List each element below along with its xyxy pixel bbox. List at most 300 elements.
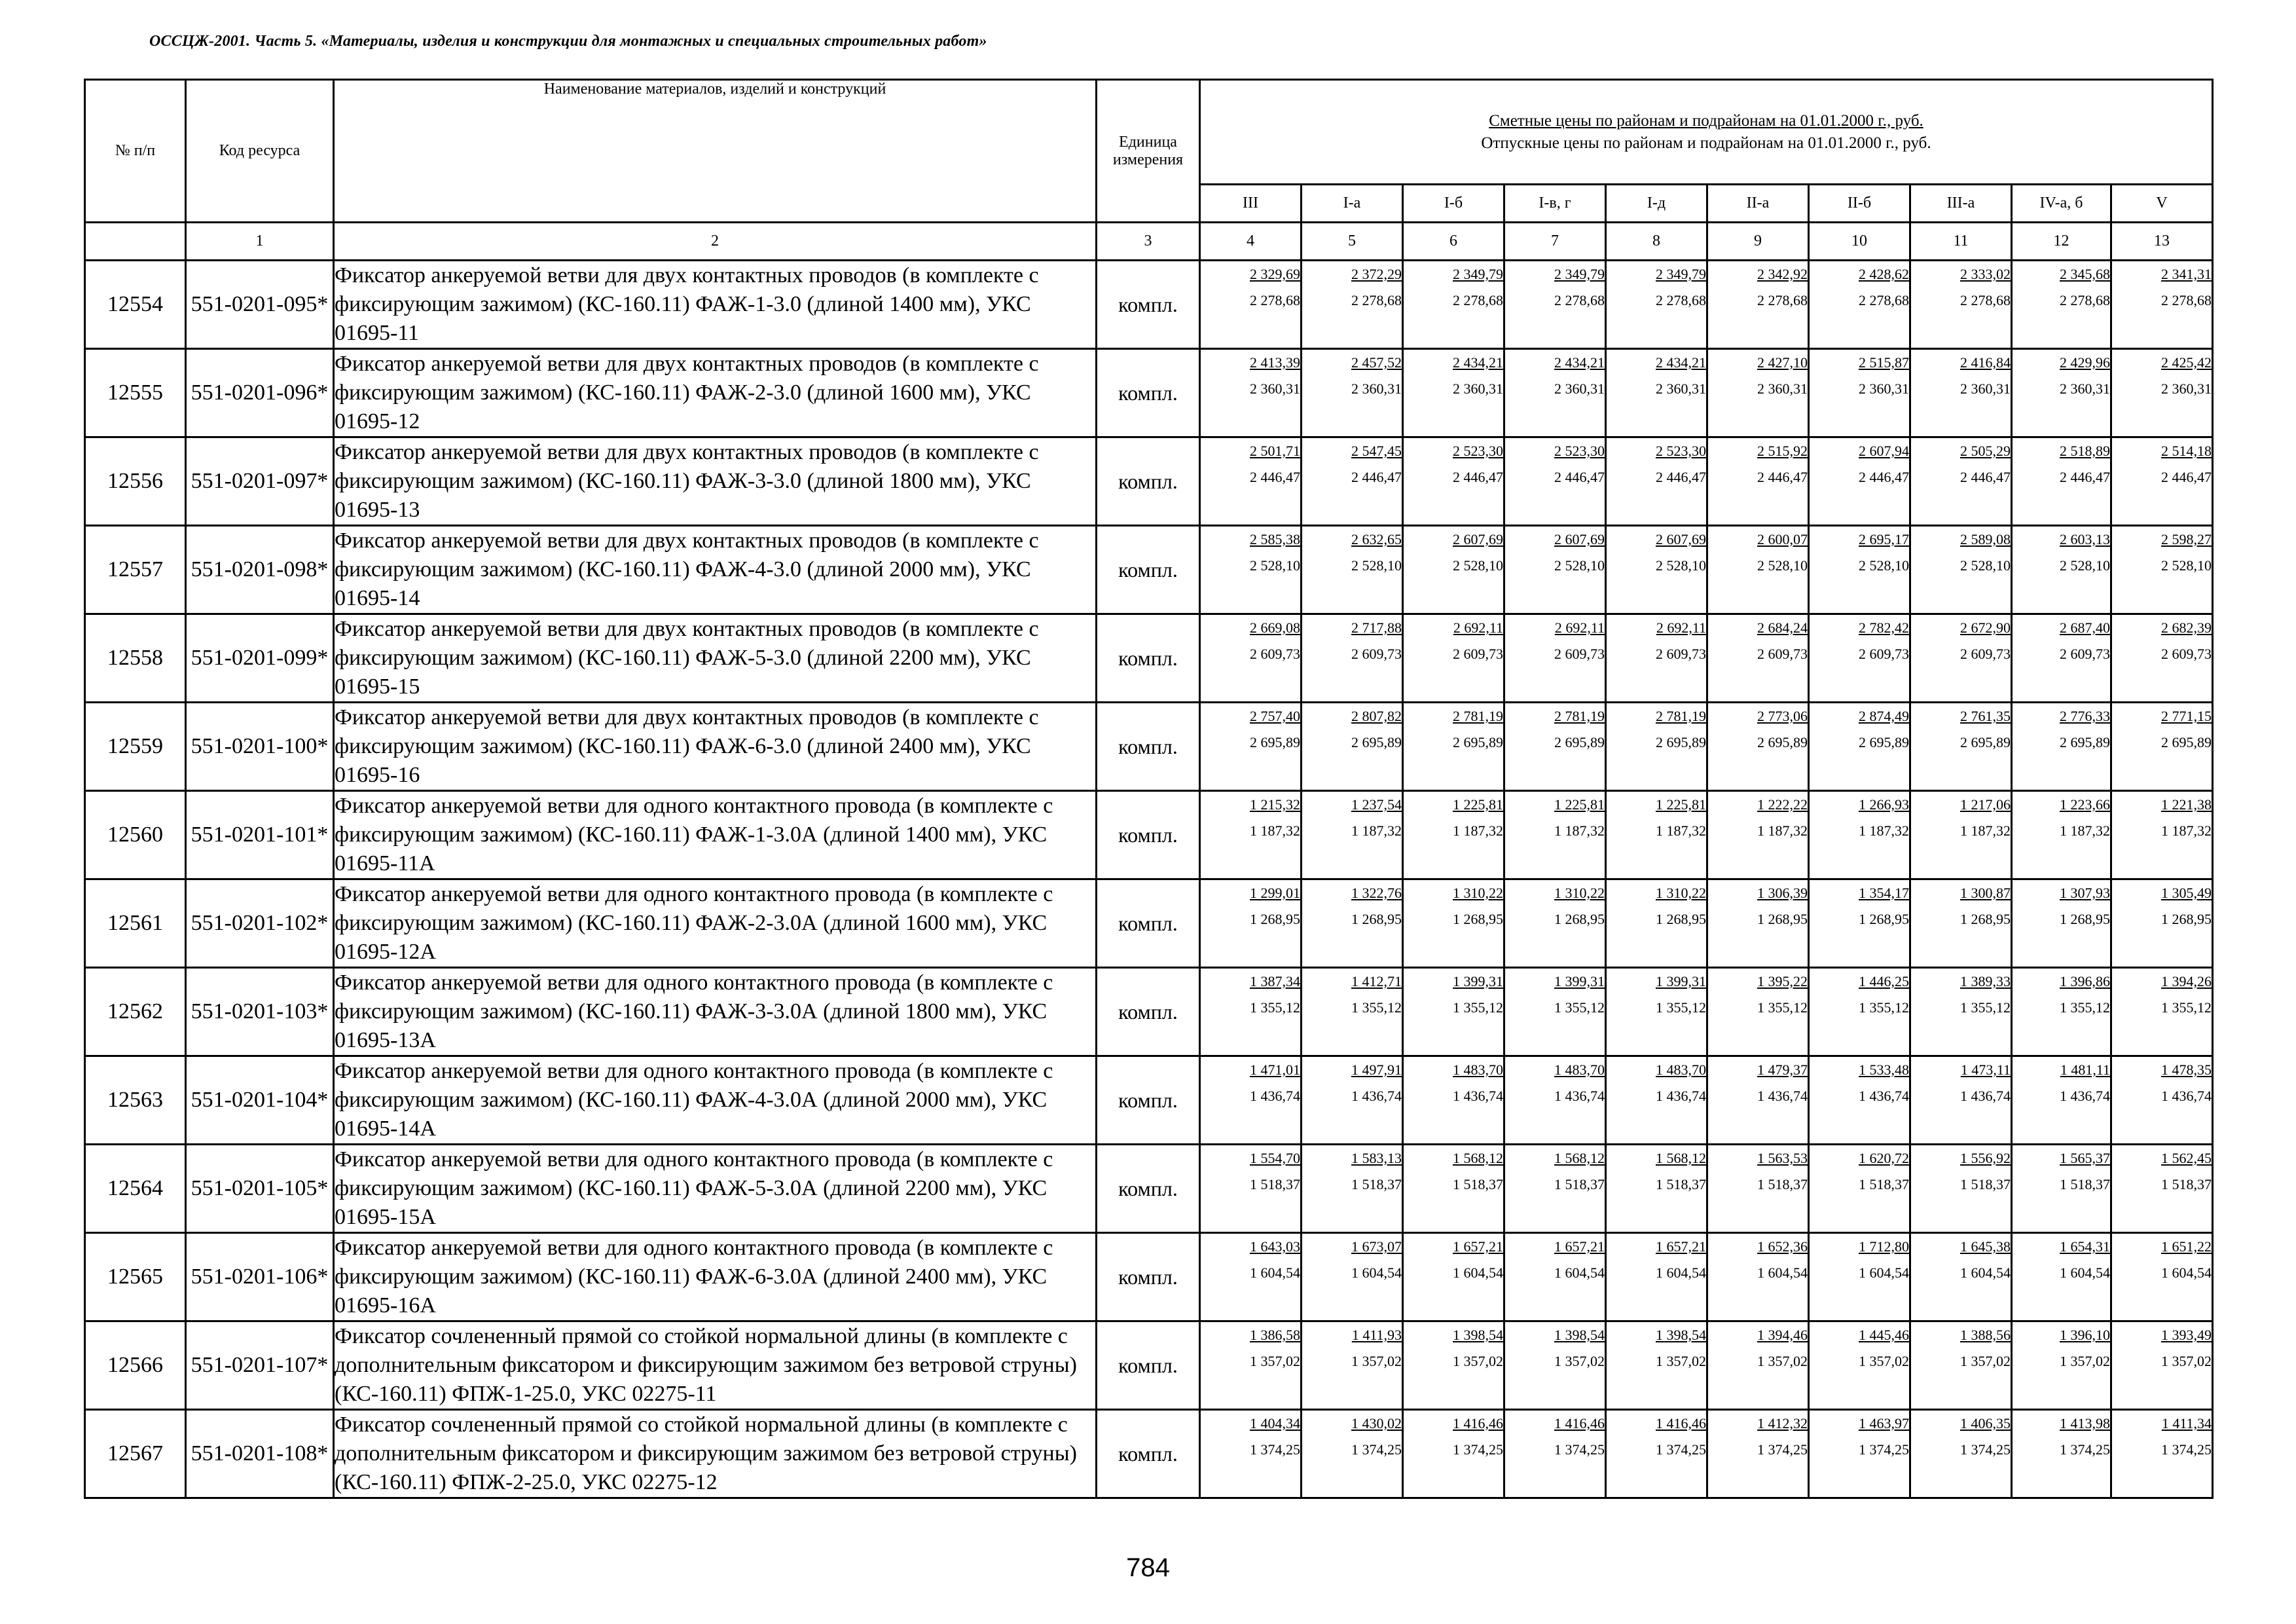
- release-price: 1 268,95: [2060, 911, 2110, 927]
- price-cell: [1910, 349, 2012, 437]
- estimated-price: 1 554,70: [1250, 1150, 1300, 1166]
- unit: компл.: [1097, 1321, 1200, 1410]
- table-row: [85, 261, 2213, 349]
- resource-code: 551-0201-106*: [186, 1233, 334, 1321]
- price-cell: [1606, 1233, 1707, 1321]
- price-cell: [1302, 437, 1403, 526]
- price-cell: [1403, 879, 1504, 968]
- estimated-price: 1 562,45: [2161, 1150, 2212, 1166]
- resource-code: 551-0201-097*: [186, 437, 334, 526]
- release-price: 1 355,12: [1656, 999, 1706, 1016]
- price-cell: [2012, 879, 2111, 968]
- release-price: 2 528,10: [1757, 557, 1808, 574]
- column-number: 4: [1200, 223, 1302, 261]
- estimated-price: 2 669,08: [1250, 619, 1300, 636]
- unit: компл.: [1097, 437, 1200, 526]
- estimated-price: 2 692,11: [1656, 619, 1706, 636]
- zone-header: III-а: [1910, 185, 2012, 223]
- release-price: 1 436,74: [1757, 1088, 1808, 1104]
- release-price: 1 374,25: [1554, 1441, 1605, 1458]
- estimated-price: 1 413,98: [2060, 1415, 2110, 1431]
- estimated-price: 1 497,91: [1351, 1061, 1402, 1078]
- estimated-price: 2 505,29: [1960, 443, 2011, 459]
- resource-code: 551-0201-101*: [186, 791, 334, 879]
- estimated-price: 1 652,36: [1757, 1238, 1808, 1255]
- release-price: 2 360,31: [1351, 380, 1402, 397]
- unit: компл.: [1097, 1145, 1200, 1233]
- release-price: 2 446,47: [1250, 469, 1300, 485]
- release-price: 2 695,89: [1859, 734, 1909, 750]
- release-price: 1 357,02: [1656, 1353, 1706, 1369]
- price-cell: [1606, 349, 1707, 437]
- estimated-price: 2 329,69: [1250, 266, 1300, 282]
- price-cell: [1606, 1321, 1707, 1410]
- release-price: 2 609,73: [1960, 646, 2011, 662]
- release-price: 1 187,32: [1656, 822, 1706, 839]
- release-price: 1 436,74: [1960, 1088, 2011, 1104]
- price-cell: [2012, 1410, 2111, 1498]
- price-cell: [1809, 879, 1910, 968]
- release-price: 2 278,68: [2161, 292, 2212, 308]
- estimated-price: 1 225,81: [1656, 796, 1706, 813]
- release-price: 1 187,32: [1250, 822, 1300, 839]
- zone-header: I-б: [1403, 185, 1504, 223]
- estimated-price: 1 620,72: [1859, 1150, 1909, 1166]
- release-price: 2 278,68: [1554, 292, 1605, 308]
- price-cell: [2111, 879, 2213, 968]
- price-cell: [1200, 261, 1302, 349]
- release-price: 1 374,25: [1960, 1441, 2011, 1458]
- estimated-price: 1 411,34: [2161, 1415, 2212, 1431]
- estimated-price: 2 781,19: [1453, 708, 1503, 724]
- table-row: [85, 879, 2213, 968]
- estimated-price: 2 372,29: [1351, 266, 1402, 282]
- release-price: 1 436,74: [1554, 1088, 1605, 1104]
- price-cell: [1504, 349, 1606, 437]
- resource-code: 551-0201-107*: [186, 1321, 334, 1410]
- price-cell: [1809, 261, 1910, 349]
- estimated-price: 1 568,12: [1554, 1150, 1605, 1166]
- price-cell: [1302, 1145, 1403, 1233]
- estimated-price: 1 394,46: [1757, 1327, 1808, 1343]
- row-number: 12564: [85, 1145, 186, 1233]
- estimated-price: 2 874,49: [1859, 708, 1909, 724]
- release-price: 1 436,74: [1351, 1088, 1402, 1104]
- price-cell: [1302, 968, 1403, 1056]
- price-cell: [1707, 437, 1809, 526]
- estimated-price: 1 406,35: [1960, 1415, 2011, 1431]
- unit: компл.: [1097, 703, 1200, 791]
- release-price: 1 436,74: [1250, 1088, 1300, 1104]
- release-price: 1 268,95: [1453, 911, 1503, 927]
- column-number-blank: [85, 223, 186, 261]
- release-price: 1 436,74: [2060, 1088, 2110, 1104]
- estimated-price: 2 607,69: [1554, 531, 1605, 547]
- estimated-price: 1 225,81: [1453, 796, 1503, 813]
- price-cell: [1809, 968, 1910, 1056]
- price-cell: [1707, 1233, 1809, 1321]
- estimated-price: 1 398,54: [1554, 1327, 1605, 1343]
- estimated-price: 2 341,31: [2161, 266, 2212, 282]
- running-header: ОССЦЖ-2001. Часть 5. «Материалы, изделия и конструкции для монтажных и специальных строительных работ»: [149, 33, 987, 50]
- estimated-price: 1 310,22: [1656, 885, 1706, 901]
- price-cell: [2111, 1321, 2213, 1410]
- release-price: 1 518,37: [1554, 1176, 1605, 1192]
- col-header-code: Код ресурса: [186, 80, 334, 223]
- price-cell: [1302, 1410, 1403, 1498]
- estimated-price: 1 568,12: [1453, 1150, 1503, 1166]
- estimated-price: 1 657,21: [1554, 1238, 1605, 1255]
- estimated-price: 2 672,90: [1960, 619, 2011, 636]
- table-row: [85, 526, 2213, 614]
- material-name: Фиксатор анкеруемой ветви для двух контактных проводов (в комплекте с фиксирующим зажимом) (КС-160.11) ФАЖ-5-3.0 (длиной 2200 мм), УКС 01695-15: [334, 614, 1097, 703]
- estimated-price: 1 399,31: [1656, 973, 1706, 989]
- price-cell: [1403, 1145, 1504, 1233]
- price-cell: [1504, 1410, 1606, 1498]
- release-price: 1 357,02: [2060, 1353, 2110, 1369]
- release-price: 1 518,37: [2161, 1176, 2212, 1192]
- release-price: 1 355,12: [1859, 999, 1909, 1016]
- price-cell: [1403, 1056, 1504, 1145]
- estimated-price: 1 479,37: [1757, 1061, 1808, 1078]
- price-cell: [1809, 1145, 1910, 1233]
- estimated-price: 2 349,79: [1656, 266, 1706, 282]
- estimated-price: 2 717,88: [1351, 619, 1402, 636]
- material-name: Фиксатор анкеруемой ветви для одного контактного провода (в комплекте с фиксирующим зажимом) (КС-160.11) ФАЖ-1-3.0А (длиной 1400 мм), УКС 01695-11А: [334, 791, 1097, 879]
- estimated-price: 1 712,80: [1859, 1238, 1909, 1255]
- unit: компл.: [1097, 261, 1200, 349]
- release-price: 1 518,37: [1250, 1176, 1300, 1192]
- price-cell: [1910, 703, 2012, 791]
- release-price: 1 436,74: [1656, 1088, 1706, 1104]
- estimated-price: 2 515,92: [1757, 443, 1808, 459]
- price-cell: [1200, 349, 1302, 437]
- release-price: 1 268,95: [1960, 911, 2011, 927]
- release-price: 2 609,73: [1453, 646, 1503, 662]
- price-cell: [1403, 1410, 1504, 1498]
- price-cell: [1606, 526, 1707, 614]
- zone-header: II-б: [1809, 185, 1910, 223]
- release-price: 2 695,89: [1453, 734, 1503, 750]
- release-price: 1 355,12: [1960, 999, 2011, 1016]
- release-price: 1 374,25: [1351, 1441, 1402, 1458]
- price-cell: [1606, 879, 1707, 968]
- row-number: 12555: [85, 349, 186, 437]
- resource-code: 551-0201-099*: [186, 614, 334, 703]
- price-cell: [1910, 879, 2012, 968]
- price-cell: [1910, 526, 2012, 614]
- release-price: 1 357,02: [1453, 1353, 1503, 1369]
- estimated-price: 2 547,45: [1351, 443, 1402, 459]
- release-price: 2 609,73: [1554, 646, 1605, 662]
- material-name: Фиксатор анкеруемой ветви для двух контактных проводов (в комплекте с фиксирующим зажимом) (КС-160.11) ФАЖ-6-3.0 (длиной 2400 мм), УКС 01695-16: [334, 703, 1097, 791]
- release-price: 2 528,10: [2161, 557, 2212, 574]
- estimated-price: 2 589,08: [1960, 531, 2011, 547]
- price-cell: [1200, 791, 1302, 879]
- price-cell: [2012, 968, 2111, 1056]
- estimated-price: 1 463,97: [1859, 1415, 1909, 1431]
- estimated-price: 1 396,86: [2060, 973, 2110, 989]
- estimated-price: 2 523,30: [1453, 443, 1503, 459]
- estimated-price: 1 398,54: [1453, 1327, 1503, 1343]
- price-cell: [1302, 1321, 1403, 1410]
- estimated-price: 2 429,96: [2060, 354, 2110, 371]
- resource-code: 551-0201-098*: [186, 526, 334, 614]
- material-name: Фиксатор анкеруемой ветви для одного контактного провода (в комплекте с фиксирующим зажимом) (КС-160.11) ФАЖ-6-3.0А (длиной 2400 мм), УКС 01695-16А: [334, 1233, 1097, 1321]
- table-row: [85, 1321, 2213, 1410]
- price-cell: [1403, 614, 1504, 703]
- estimated-price: 2 807,82: [1351, 708, 1402, 724]
- price-cell: [2012, 437, 2111, 526]
- release-price: 1 518,37: [1960, 1176, 2011, 1192]
- release-price: 1 187,32: [1554, 822, 1605, 839]
- price-cell: [2111, 1410, 2213, 1498]
- price-cell: [1606, 1145, 1707, 1233]
- release-price: 1 518,37: [1656, 1176, 1706, 1192]
- release-price: 1 268,95: [1250, 911, 1300, 927]
- price-cell: [1403, 791, 1504, 879]
- price-cell: [1403, 1321, 1504, 1410]
- release-price: 2 528,10: [2060, 557, 2110, 574]
- release-price: 2 278,68: [2060, 292, 2110, 308]
- price-cell: [1809, 703, 1910, 791]
- release-price: 1 604,54: [1554, 1264, 1605, 1281]
- price-cell: [1403, 349, 1504, 437]
- estimated-price: 1 483,70: [1554, 1061, 1605, 1078]
- estimated-price: 1 299,01: [1250, 885, 1300, 901]
- price-cell: [1302, 261, 1403, 349]
- price-cell: [2012, 791, 2111, 879]
- estimated-price: 2 434,21: [1453, 354, 1503, 371]
- price-cell: [1606, 1410, 1707, 1498]
- release-price: 1 518,37: [1351, 1176, 1402, 1192]
- estimated-price: 2 598,27: [2161, 531, 2212, 547]
- estimated-price: 1 430,02: [1351, 1415, 1402, 1431]
- price-cell: [2111, 437, 2213, 526]
- col-header-unit: Единица измерения: [1097, 80, 1200, 223]
- price-cell: [1200, 1321, 1302, 1410]
- estimated-price: 1 215,32: [1250, 796, 1300, 813]
- estimated-price: 1 481,11: [2060, 1061, 2110, 1078]
- table-row: [85, 968, 2213, 1056]
- release-price: 1 357,02: [2161, 1353, 2212, 1369]
- release-price: 1 518,37: [2060, 1176, 2110, 1192]
- price-cell: [1403, 437, 1504, 526]
- material-name: Фиксатор анкеруемой ветви для одного контактного провода (в комплекте с фиксирующим зажимом) (КС-160.11) ФАЖ-4-3.0А (длиной 2000 мм), УКС 01695-14А: [334, 1056, 1097, 1145]
- unit: компл.: [1097, 791, 1200, 879]
- column-number: 11: [1910, 223, 2012, 261]
- estimated-price: 2 600,07: [1757, 531, 1808, 547]
- material-name: Фиксатор анкеруемой ветви для одного контактного провода (в комплекте с фиксирующим зажимом) (КС-160.11) ФАЖ-3-3.0А (длиной 1800 мм), УКС 01695-13А: [334, 968, 1097, 1056]
- price-cell: [1707, 1410, 1809, 1498]
- price-cell: [1910, 1321, 2012, 1410]
- table-header: [85, 80, 2213, 261]
- estimated-price: 1 473,11: [1960, 1061, 2011, 1078]
- release-price: 2 360,31: [1859, 380, 1909, 397]
- release-price: 2 609,73: [1859, 646, 1909, 662]
- price-cell: [2111, 1233, 2213, 1321]
- zone-header: I-в, г: [1504, 185, 1606, 223]
- release-price: 2 609,73: [1351, 646, 1402, 662]
- price-cell: [1910, 1233, 2012, 1321]
- zone-header: II-а: [1707, 185, 1809, 223]
- column-number: 5: [1302, 223, 1403, 261]
- estimated-price: 1 654,31: [2060, 1238, 2110, 1255]
- estimated-price: 1 237,54: [1351, 796, 1402, 813]
- release-price: 2 446,47: [1757, 469, 1808, 485]
- price-cell: [1707, 1145, 1809, 1233]
- row-number: 12557: [85, 526, 186, 614]
- column-number: 3: [1097, 223, 1200, 261]
- estimated-price: 1 412,32: [1757, 1415, 1808, 1431]
- release-price: 1 518,37: [1453, 1176, 1503, 1192]
- release-price: 1 268,95: [2161, 911, 2212, 927]
- release-price: 1 604,54: [1859, 1264, 1909, 1281]
- material-name: Фиксатор анкеруемой ветви для двух контактных проводов (в комплекте с фиксирующим зажимом) (КС-160.11) ФАЖ-2-3.0 (длиной 1600 мм), УКС 01695-12: [334, 349, 1097, 437]
- estimated-price: 2 682,39: [2161, 619, 2212, 636]
- estimated-price: 2 427,10: [1757, 354, 1808, 371]
- price-cell: [1403, 1233, 1504, 1321]
- price-cell: [1403, 703, 1504, 791]
- price-cell: [1910, 614, 2012, 703]
- price-cell: [1200, 1056, 1302, 1145]
- price-cell: [1707, 261, 1809, 349]
- price-cell: [1504, 614, 1606, 703]
- estimated-price: 2 501,71: [1250, 443, 1300, 459]
- table-row: [85, 1056, 2213, 1145]
- price-cell: [1707, 1056, 1809, 1145]
- estimated-price: 2 692,11: [1554, 619, 1605, 636]
- release-price: 1 355,12: [1757, 999, 1808, 1016]
- page-number: 784: [1126, 1553, 1170, 1582]
- release-price: 2 609,73: [1656, 646, 1706, 662]
- table-body: [85, 261, 2213, 1498]
- zone-header: III: [1200, 185, 1302, 223]
- price-cell: [1809, 1056, 1910, 1145]
- estimated-price: 2 434,21: [1554, 354, 1605, 371]
- estimated-price: 2 523,30: [1554, 443, 1605, 459]
- material-name: Фиксатор анкеруемой ветви для двух контактных проводов (в комплекте с фиксирующим зажимом) (КС-160.11) ФАЖ-1-3.0 (длиной 1400 мм), УКС 01695-11: [334, 261, 1097, 349]
- price-cell: [1809, 437, 1910, 526]
- price-cell: [2012, 349, 2111, 437]
- material-name: Фиксатор анкеруемой ветви для двух контактных проводов (в комплекте с фиксирующим зажимом) (КС-160.11) ФАЖ-3-3.0 (длиной 1800 мм), УКС 01695-13: [334, 437, 1097, 526]
- release-price: 2 360,31: [2161, 380, 2212, 397]
- estimated-price: 1 396,10: [2060, 1327, 2110, 1343]
- estimated-price: 2 413,39: [1250, 354, 1300, 371]
- unit: компл.: [1097, 349, 1200, 437]
- row-number: 12556: [85, 437, 186, 526]
- release-price: 2 528,10: [1960, 557, 2011, 574]
- release-price: 1 187,32: [1453, 822, 1503, 839]
- estimated-price: 1 310,22: [1554, 885, 1605, 901]
- price-cell: [2012, 1145, 2111, 1233]
- price-cell: [1504, 437, 1606, 526]
- estimated-price: 1 643,03: [1250, 1238, 1300, 1255]
- column-number-row: [85, 223, 2213, 261]
- price-cell: [1707, 1321, 1809, 1410]
- price-cell: [1302, 1233, 1403, 1321]
- price-cell: [1302, 614, 1403, 703]
- material-name: Фиксатор анкеруемой ветви для двух контактных проводов (в комплекте с фиксирующим зажимом) (КС-160.11) ФАЖ-4-3.0 (длиной 2000 мм), УКС 01695-14: [334, 526, 1097, 614]
- price-cell: [1707, 879, 1809, 968]
- unit: компл.: [1097, 614, 1200, 703]
- estimated-price: 2 771,15: [2161, 708, 2212, 724]
- material-name: Фиксатор сочлененный прямой со стойкой нормальной длины (в комплекте с дополнительным фиксатором и фиксирующим зажимом без ветровой струны) (КС-160.11) ФПЖ-1-25.0, УКС 02275-11: [334, 1321, 1097, 1410]
- price-cell: [2012, 1056, 2111, 1145]
- release-price: 2 609,73: [1250, 646, 1300, 662]
- price-cell: [2111, 1056, 2213, 1145]
- unit: компл.: [1097, 1233, 1200, 1321]
- estimated-price: 1 305,49: [2161, 885, 2212, 901]
- release-price: 1 355,12: [1554, 999, 1605, 1016]
- unit: компл.: [1097, 1410, 1200, 1498]
- price-cell: [1910, 1145, 2012, 1233]
- release-price: 2 360,31: [1250, 380, 1300, 397]
- row-number: 12565: [85, 1233, 186, 1321]
- release-price: 1 187,32: [2161, 822, 2212, 839]
- table-row: [85, 1145, 2213, 1233]
- prices-estimated-label: Сметные цены по районам и подрайонам на 01.01.2000 г., руб.: [1489, 111, 1923, 130]
- release-price: 1 604,54: [1960, 1264, 2011, 1281]
- release-price: 2 278,68: [1656, 292, 1706, 308]
- row-number: 12563: [85, 1056, 186, 1145]
- estimated-price: 1 306,39: [1757, 885, 1808, 901]
- release-price: 1 187,32: [1960, 822, 2011, 839]
- estimated-price: 1 533,48: [1859, 1061, 1909, 1078]
- estimated-price: 1 225,81: [1554, 796, 1605, 813]
- price-cell: [2111, 1145, 2213, 1233]
- price-cell: [1504, 791, 1606, 879]
- release-price: 2 528,10: [1453, 557, 1503, 574]
- col-header-prices: [1200, 80, 2213, 185]
- prices-release-label: Отпускные цены по районам и подрайонам на 01.01.2000 г., руб.: [1481, 134, 1931, 152]
- release-price: 1 355,12: [1250, 999, 1300, 1016]
- estimated-price: 2 585,38: [1250, 531, 1300, 547]
- price-cell: [1403, 261, 1504, 349]
- column-number: 9: [1707, 223, 1809, 261]
- estimated-price: 1 395,22: [1757, 973, 1808, 989]
- release-price: 1 518,37: [1757, 1176, 1808, 1192]
- release-price: 1 268,95: [1351, 911, 1402, 927]
- zone-header: I-д: [1606, 185, 1707, 223]
- resource-code: 551-0201-105*: [186, 1145, 334, 1233]
- release-price: 2 360,31: [1453, 380, 1503, 397]
- estimated-price: 1 221,38: [2161, 796, 2212, 813]
- price-cell: [1606, 968, 1707, 1056]
- row-number: 12558: [85, 614, 186, 703]
- estimated-price: 1 483,70: [1656, 1061, 1706, 1078]
- resource-code: 551-0201-096*: [186, 349, 334, 437]
- price-cell: [1200, 1145, 1302, 1233]
- estimated-price: 1 411,93: [1351, 1327, 1402, 1343]
- zone-header: IV-а, б: [2012, 185, 2111, 223]
- price-cell: [1504, 261, 1606, 349]
- release-price: 2 695,89: [1554, 734, 1605, 750]
- release-price: 2 278,68: [1351, 292, 1402, 308]
- release-price: 2 528,10: [1250, 557, 1300, 574]
- estimated-price: 1 399,31: [1453, 973, 1503, 989]
- release-price: 2 609,73: [1757, 646, 1808, 662]
- price-cell: [1200, 1410, 1302, 1498]
- release-price: 1 374,25: [1453, 1441, 1503, 1458]
- column-number: 12: [2012, 223, 2111, 261]
- release-price: 2 446,47: [1351, 469, 1402, 485]
- estimated-price: 1 398,54: [1656, 1327, 1706, 1343]
- estimated-price: 1 217,06: [1960, 796, 2011, 813]
- estimated-price: 1 354,17: [1859, 885, 1909, 901]
- price-cell: [1606, 703, 1707, 791]
- release-price: 1 187,32: [1859, 822, 1909, 839]
